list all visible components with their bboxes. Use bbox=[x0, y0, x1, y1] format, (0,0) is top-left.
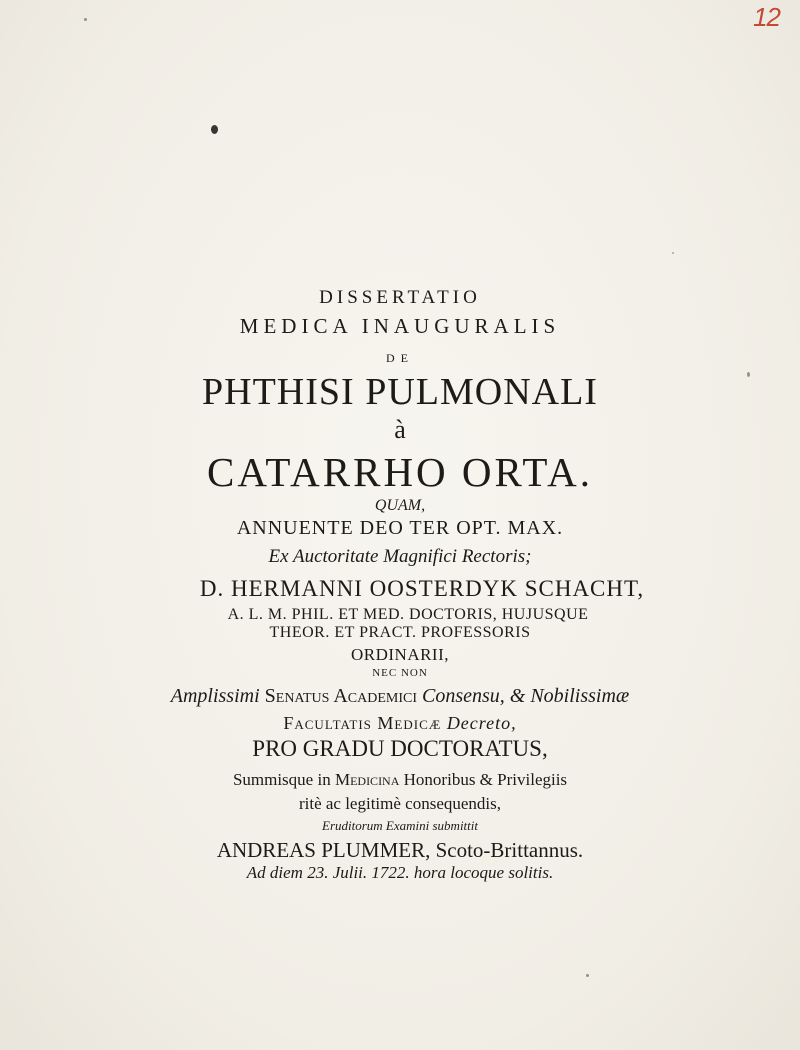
ordinarii-line: ORDINARII, bbox=[350, 645, 450, 664]
rector-name-line: D. HERMANNI OOSTERDYK SCHACHT, bbox=[199, 576, 645, 601]
ink-speck bbox=[211, 125, 218, 134]
auctoritate-line: Ex Auctoritate Magnifici Rectoris; bbox=[268, 546, 532, 567]
senatus-line bbox=[0, 685, 800, 708]
title-a: à bbox=[394, 415, 406, 444]
title-de: DE bbox=[386, 351, 414, 365]
title-catarrho-orta: CATARRHO ORTA. bbox=[206, 449, 594, 495]
decreto-word: Decreto, bbox=[446, 713, 517, 733]
quam-line: QUAM, bbox=[374, 497, 426, 514]
honoribus-words: Honoribus & Privilegiis bbox=[399, 770, 568, 789]
facultatis-line bbox=[0, 713, 800, 734]
eruditorum-line: Eruditorum Examini submittit bbox=[322, 818, 478, 833]
senatus-words: Senatus Academici bbox=[259, 685, 422, 707]
title-phthisi-pulmonali: PHTHISI PULMONALI bbox=[202, 371, 598, 413]
nec-non-line: NEC NON bbox=[372, 667, 428, 679]
page-number: 12 bbox=[753, 2, 780, 32]
ink-speck bbox=[672, 252, 674, 254]
medicina-word: Medicina bbox=[334, 770, 400, 789]
annuente-line: ANNUENTE DEO TER OPT. MAX. bbox=[236, 517, 564, 539]
author-line: ANDREAS PLUMMER, Scoto-Brittannus. bbox=[216, 838, 584, 862]
ink-speck bbox=[586, 974, 589, 977]
date-line: Ad diem 23. Julii. 1722. hora locoque solitis. bbox=[246, 863, 554, 882]
rite-line: ritè ac legitimè consequendis, bbox=[298, 794, 502, 813]
title-medica-inauguralis: MEDICA INAUGURALIS bbox=[239, 314, 561, 338]
amplissimi-word: Amplissimi bbox=[170, 685, 260, 707]
pro-gradu-line: PRO GRADU DOCTORATUS, bbox=[252, 736, 548, 761]
summisque-word: Summisque in bbox=[232, 770, 335, 789]
summisque-line bbox=[0, 770, 800, 790]
consensu-words: Consensu, & Nobilissimæ bbox=[422, 685, 630, 707]
degrees-line: A. L. M. PHIL. ET MED. DOCTORIS, HUJUSQUE bbox=[227, 606, 589, 623]
title-dissertatio: DISSERTATIO bbox=[319, 287, 481, 308]
professor-line: THEOR. ET PRACT. PROFESSORIS bbox=[269, 624, 531, 641]
facultatis-words: Facultatis Medicæ bbox=[283, 713, 447, 733]
ink-speck bbox=[84, 18, 87, 21]
